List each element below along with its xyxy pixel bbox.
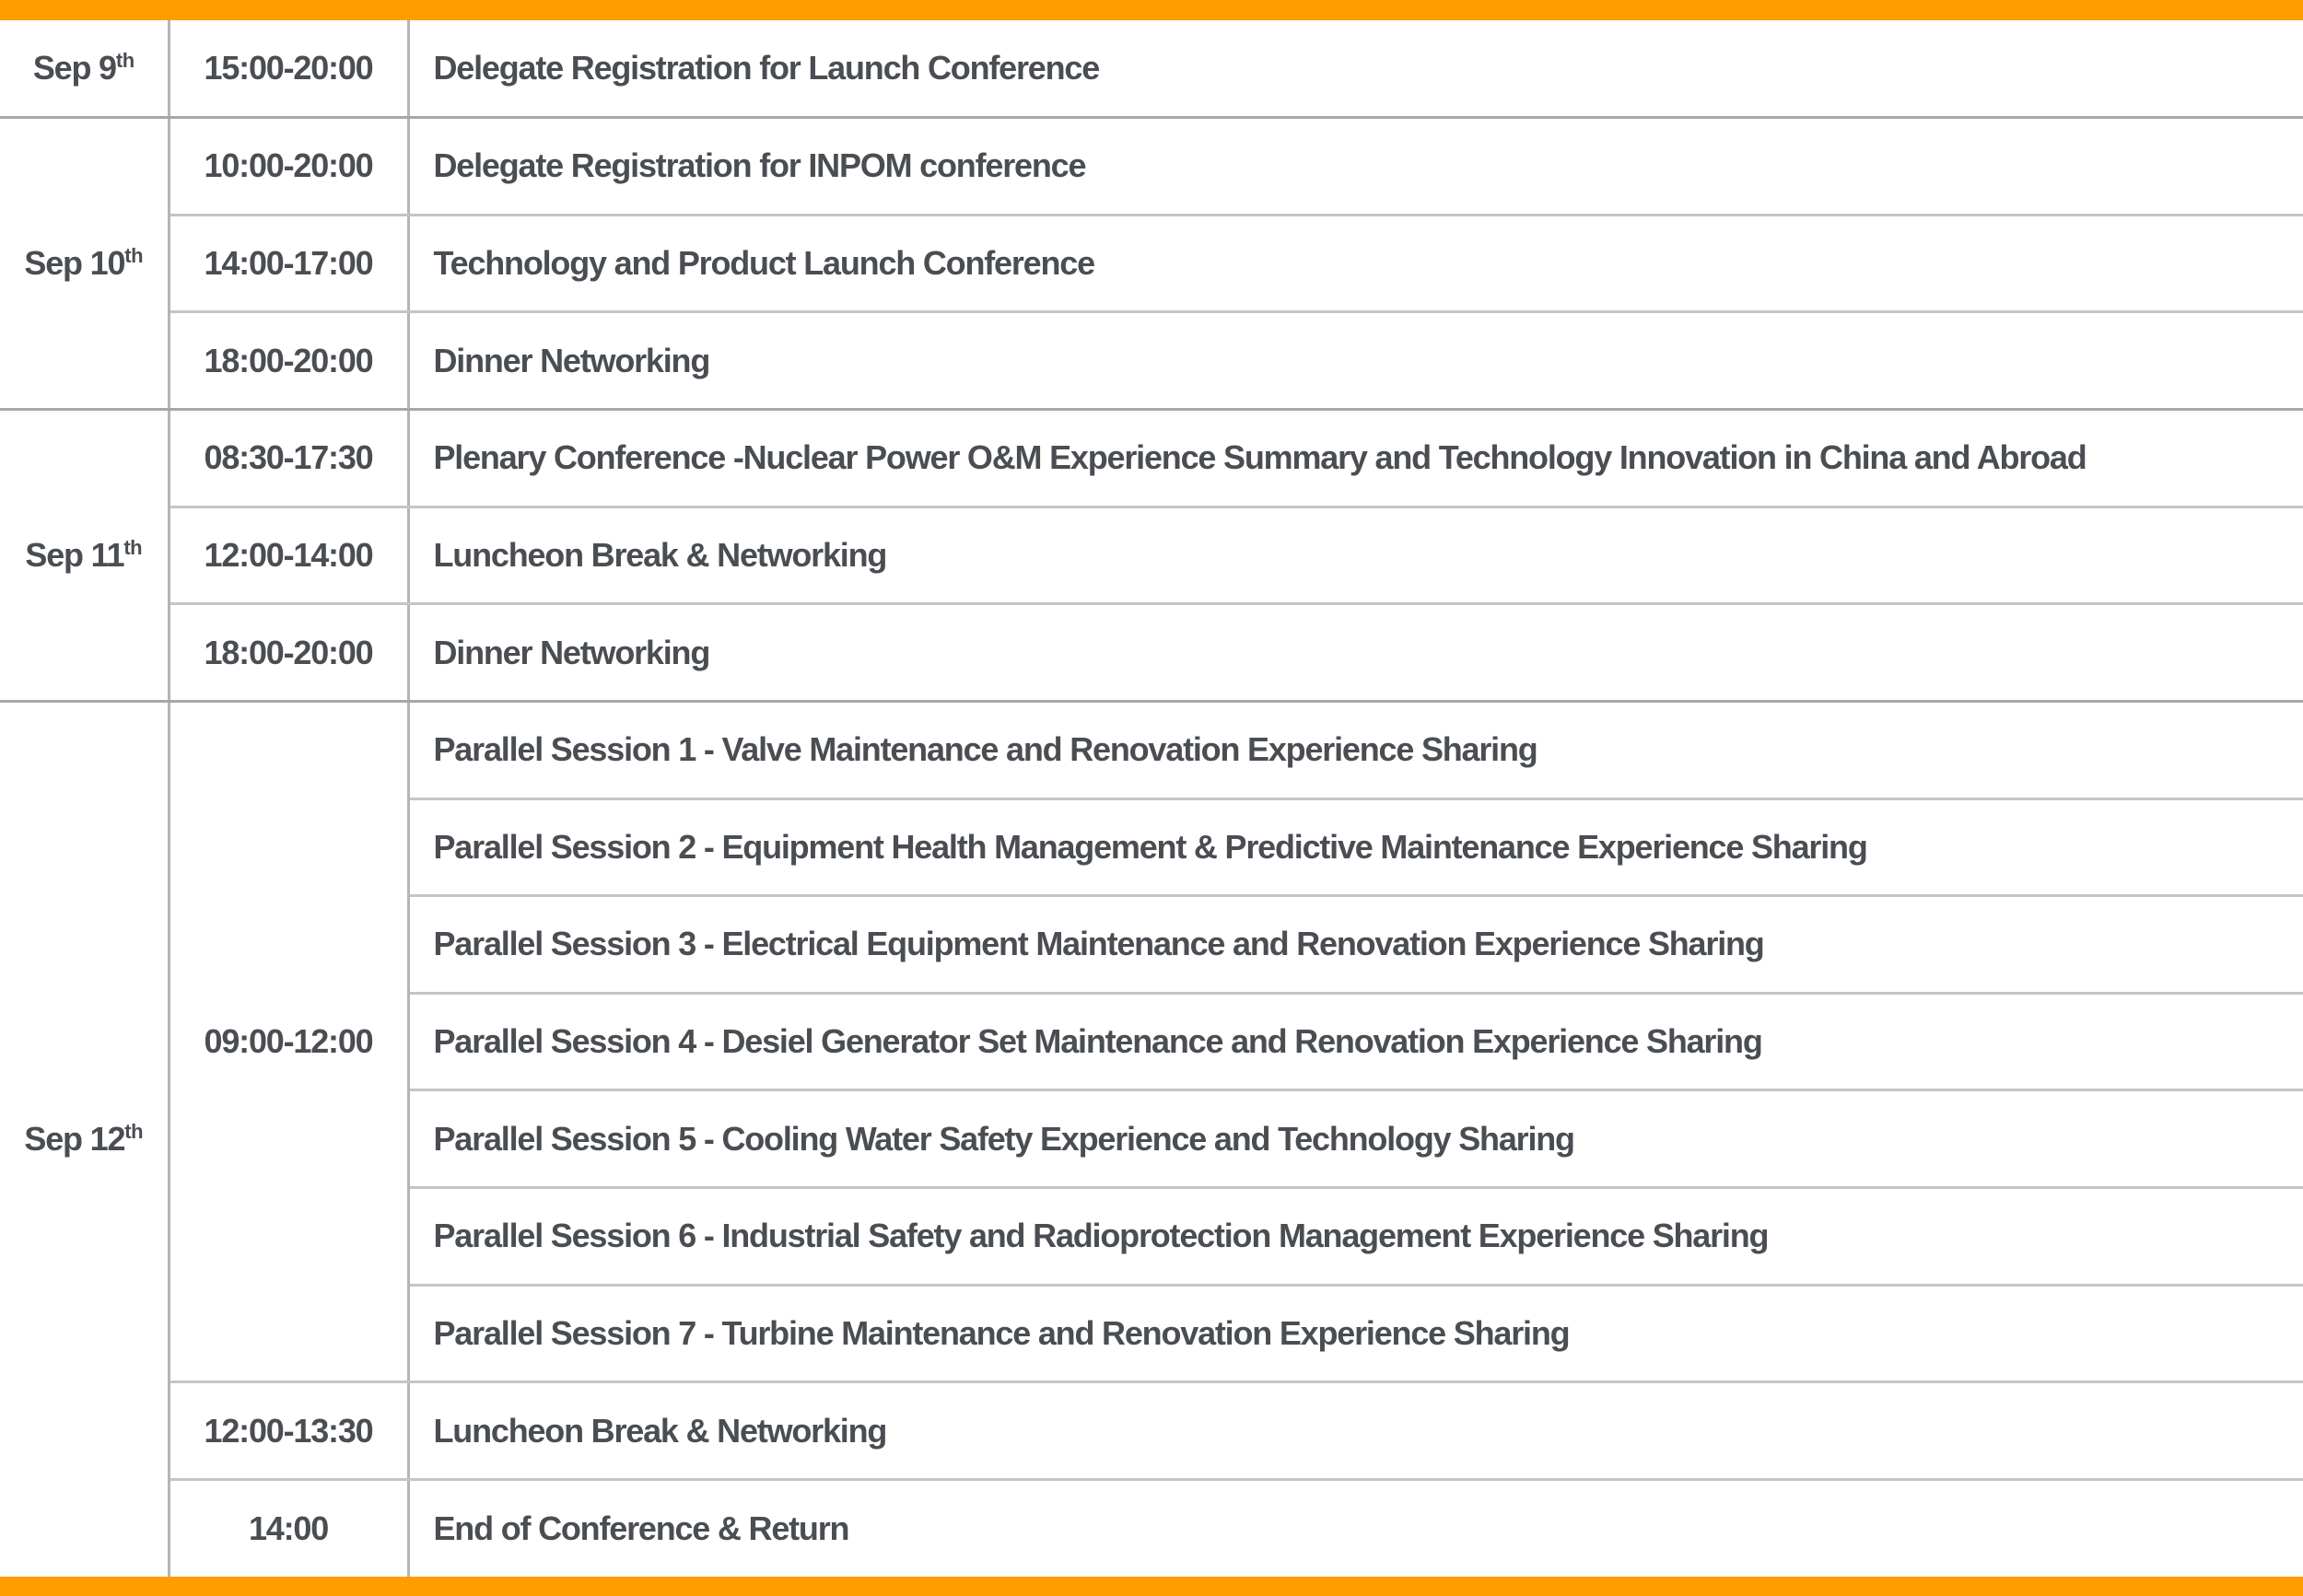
table-row — [0, 701, 2303, 798]
date-cell — [0, 20, 169, 118]
date-ordinal: th — [123, 535, 143, 559]
date-cell — [0, 701, 169, 1577]
time-cell: 12:00-13:30 — [169, 1382, 408, 1480]
event-cell: Parallel Session 3 - Electrical Equipment Maintenance and Renovation Experience Sharing — [408, 896, 2303, 994]
event-cell: Technology and Product Launch Conference — [408, 215, 2303, 312]
time-cell: 18:00-20:00 — [169, 312, 408, 410]
date-ordinal: th — [124, 1120, 144, 1144]
top-accent-bar — [0, 0, 2303, 20]
event-cell: Dinner Networking — [408, 604, 2303, 702]
date-cell — [0, 118, 169, 410]
time-cell: 14:00-17:00 — [169, 215, 408, 312]
date-text: Sep 10 — [24, 244, 125, 283]
table-row — [0, 1382, 2303, 1480]
event-cell: Luncheon Break & Networking — [408, 1382, 2303, 1480]
table-row — [0, 604, 2303, 702]
schedule-table — [0, 20, 2303, 1577]
date-text: Sep 12 — [24, 1120, 125, 1159]
event-cell: Luncheon Break & Networking — [408, 507, 2303, 604]
time-cell: 09:00-12:00 — [169, 701, 408, 1381]
table-row — [0, 410, 2303, 507]
table-row — [0, 507, 2303, 604]
table-row — [0, 118, 2303, 216]
event-cell: Parallel Session 2 - Equipment Health Management & Predictive Maintenance Experience Sharing — [408, 798, 2303, 896]
table-row — [0, 312, 2303, 410]
time-cell: 12:00-14:00 — [169, 507, 408, 604]
time-cell: 15:00-20:00 — [169, 20, 408, 118]
bottom-accent-bar — [0, 1577, 2303, 1596]
event-cell: Parallel Session 5 - Cooling Water Safety Experience and Technology Sharing — [408, 1090, 2303, 1188]
date-text: Sep 11 — [25, 535, 124, 574]
table-row — [0, 1479, 2303, 1577]
event-cell: End of Conference & Return — [433, 1509, 849, 1547]
time-cell: 14:00 — [169, 1479, 408, 1577]
date-cell — [0, 410, 169, 702]
event-cell: Delegate Registration for Launch Conference — [408, 20, 2303, 118]
time-cell: 18:00-20:00 — [169, 604, 408, 702]
event-cell: Parallel Session 4 - Desiel Generator Set Maintenance and Renovation Experience Sharing — [408, 993, 2303, 1090]
date-ordinal: th — [115, 49, 134, 73]
table-row — [0, 215, 2303, 312]
date-text: Sep 9 — [32, 49, 116, 87]
event-cell: Plenary Conference -Nuclear Power O&M Experience Summary and Technology Innovation in China and Abroad — [408, 410, 2303, 507]
event-cell: Parallel Session 7 - Turbine Maintenance and Renovation Experience Sharing — [408, 1285, 2303, 1382]
event-cell: Parallel Session 1 - Valve Maintenance and Renovation Experience Sharing — [408, 701, 2303, 798]
time-cell: 10:00-20:00 — [169, 118, 408, 216]
event-cell: Dinner Networking — [408, 312, 2303, 410]
time-cell: 08:30-17:30 — [169, 410, 408, 507]
event-cell: Delegate Registration for INPOM conference — [408, 118, 2303, 216]
date-ordinal: th — [124, 244, 144, 268]
table-row — [0, 20, 2303, 118]
event-cell: Parallel Session 6 - Industrial Safety and Radioprotection Management Experience Sharing — [408, 1188, 2303, 1286]
